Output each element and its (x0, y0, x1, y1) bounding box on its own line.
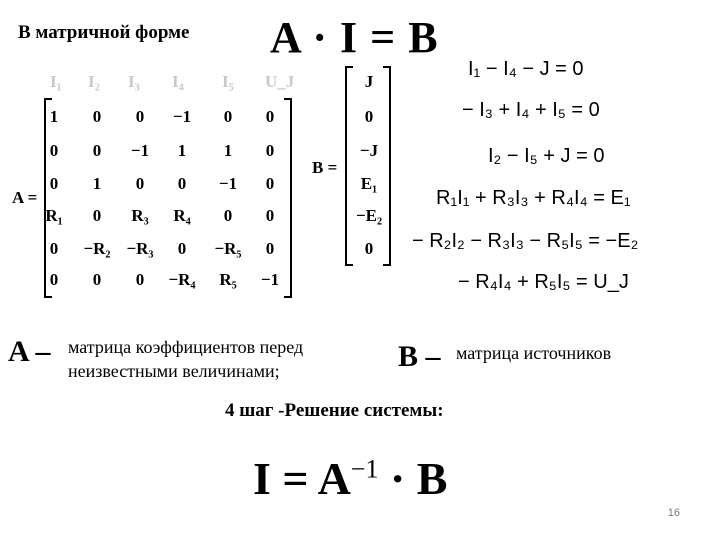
legend-b-symbol: B – (398, 340, 441, 373)
matrix-b-cell: J (364, 72, 374, 91)
matrix-a-header: I₂ (88, 72, 100, 91)
matrix-a-cell: −1 (260, 270, 280, 289)
matrix-a-cell: R₃ (131, 206, 149, 225)
matrix-a-cell: 0 (92, 206, 102, 225)
matrix-a-cell: 0 (135, 270, 145, 289)
matrix-a-cell: −1 (172, 107, 192, 126)
matrix-a-cell: 0 (265, 206, 275, 225)
matrix-b-cell: −E₂ (355, 206, 383, 225)
matrix-a-cell: 0 (177, 239, 187, 258)
matrix-b-right-bracket (383, 66, 391, 266)
matrix-a-cell: 0 (92, 270, 102, 289)
matrix-a-cell: −R₄ (168, 270, 196, 289)
equation-line: − I₃ + I₄ + I₅ = 0 (462, 99, 600, 121)
step-title: 4 шаг -Решение системы: (225, 400, 444, 421)
section-title: В матричной форме (18, 22, 190, 43)
matrix-a-cell: 0 (49, 270, 59, 289)
matrix-equation: A · I = B (270, 13, 439, 62)
matrix-a-label: A = (12, 188, 38, 207)
matrix-a-cell: 0 (49, 174, 59, 193)
matrix-a-left-bracket (44, 98, 52, 298)
matrix-a-cell: 0 (135, 107, 145, 126)
matrix-a-cell: 0 (265, 141, 275, 160)
matrix-a-cell: R₁ (45, 206, 63, 225)
solution-left: I = A (253, 453, 351, 504)
matrix-a-cell: −R₅ (214, 239, 242, 258)
matrix-a-cell: 0 (49, 239, 59, 258)
legend-b-text: матрица источников (456, 343, 612, 363)
matrix-b-left-bracket (345, 66, 353, 266)
matrix-a-cell: 0 (265, 174, 275, 193)
matrix-a-cell: 1 (223, 141, 233, 160)
matrix-a-cell: −1 (130, 141, 150, 160)
matrix-a-cell: 0 (223, 107, 233, 126)
legend-a-line: неизвестными величинами; (68, 361, 280, 381)
matrix-a-cell: 0 (265, 107, 275, 126)
equation-line: I₁ − I₄ − J = 0 (468, 58, 584, 80)
solution-equation (253, 452, 448, 505)
matrix-a-cell: 1 (92, 174, 102, 193)
matrix-a-header: U_J (265, 72, 295, 91)
legend-a-symbol: A – (8, 335, 51, 368)
matrix-a-cell: −R₃ (126, 239, 154, 258)
matrix-b-label: B = (312, 158, 338, 177)
matrix-a-cell: 0 (265, 239, 275, 258)
matrix-a-header: I₃ (128, 72, 140, 91)
matrix-a-cell: 1 (177, 141, 187, 160)
matrix-a-header: I₅ (222, 72, 234, 91)
matrix-a-cell: −1 (218, 174, 238, 193)
matrix-b-cell: 0 (364, 107, 374, 126)
matrix-a-cell: 0 (49, 141, 59, 160)
matrix-a-right-bracket (284, 98, 292, 298)
matrix-a-cell: 0 (223, 206, 233, 225)
matrix-a-cell: 0 (92, 141, 102, 160)
legend-a-text (68, 335, 303, 383)
matrix-a-cell: 1 (49, 107, 59, 126)
matrix-a-cell: R₅ (219, 270, 237, 289)
matrix-b-cell: −J (359, 141, 379, 160)
matrix-a-cell: 0 (177, 174, 187, 193)
legend-a-line: матрица коэффициентов перед (68, 337, 304, 357)
solution-exponent: −1 (350, 454, 379, 484)
matrix-a-header: I₁ (50, 72, 62, 91)
matrix-a-cell: R₄ (173, 206, 191, 225)
matrix-a-cell: 0 (135, 174, 145, 193)
equation-line: − R₄I₄ + R₅I₅ = U_J (458, 271, 629, 293)
equation-line: R₁I₁ + R₃I₃ + R₄I₄ = E₁ (436, 187, 631, 209)
matrix-a-cell: 0 (92, 107, 102, 126)
equation-line: I₂ − I₅ + J = 0 (488, 145, 605, 167)
solution-right: · B (389, 453, 448, 504)
matrix-b-cell: E₁ (360, 174, 378, 193)
matrix-b-cell: 0 (364, 239, 374, 258)
matrix-a-cell: −R₂ (83, 239, 111, 258)
matrix-a-header: I₄ (172, 72, 184, 91)
page-number: 16 (667, 507, 680, 519)
equation-line: − R₂I₂ − R₃I₃ − R₅I₅ = −E₂ (412, 230, 639, 252)
